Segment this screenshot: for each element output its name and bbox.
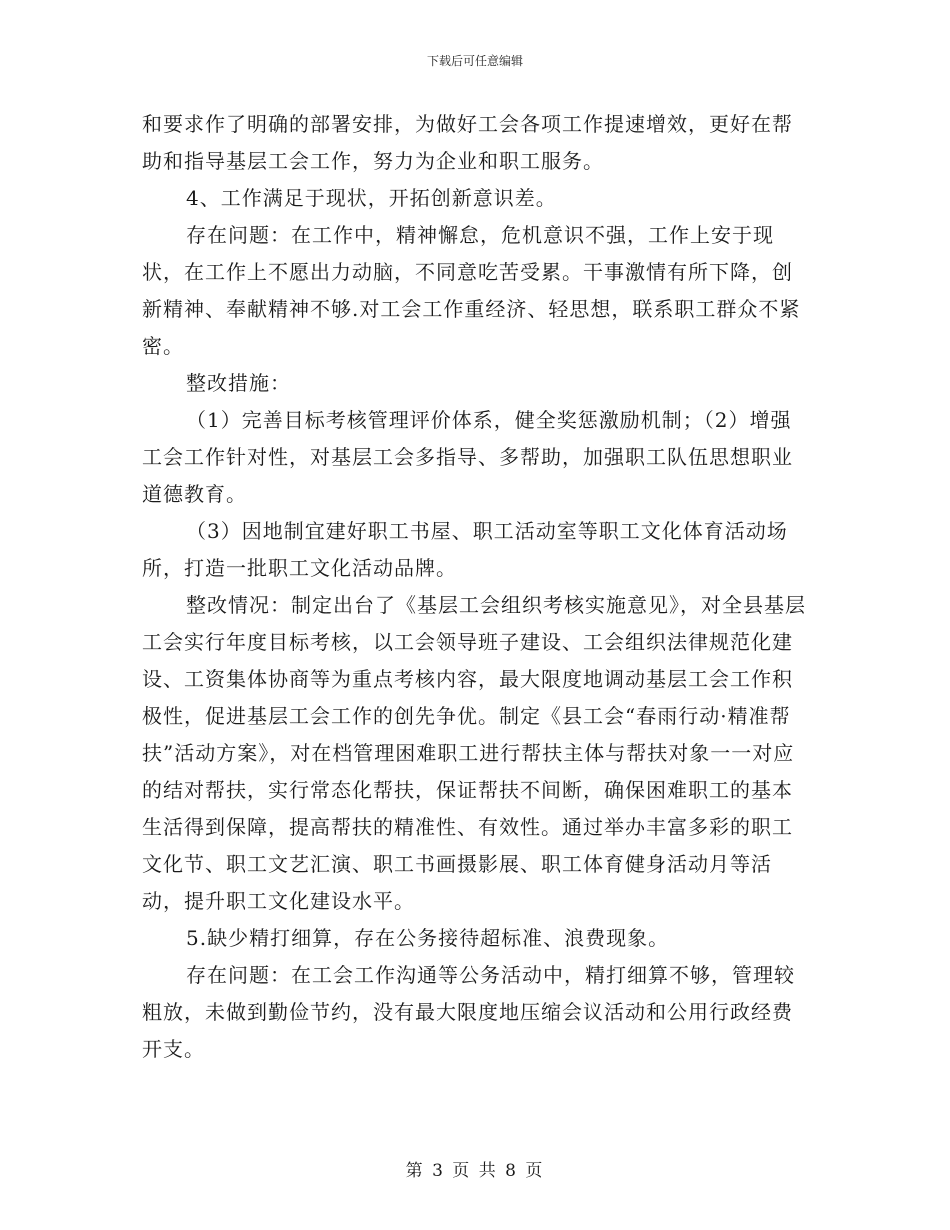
paragraph-8: 5.缺少精打细算，存在公务接待超标准、浪费现象。 — [186, 926, 670, 950]
paragraph-5: （1）完善目标考核管理评价体系，健全奖惩激励机制；（2）增强工会工作针对性，对基层工会多指导、多帮助，加强职工队伍思想职业道德教育。 — [142, 408, 793, 506]
paragraph-6: （3）因地制宜建好职工书屋、职工活动室等职工文化体育活动场所，打造一批职工文化活动品牌。 — [142, 519, 788, 580]
page-number: 第 3 页 共 8 页 — [405, 1161, 545, 1181]
paragraph-7: 整改情况：制定出台了《基层工会组织考核实施意见》，对全县基层工会实行年度目标考核，以工会领导班子建设、工会组织法律规范化建设、工资集体协商等为重点考核内容，最大限度地调动基层工会工作积极性，促进基层工会工作的创先争优。制定《县工会“春雨行动·精准帮扶”活动方案》，对在档管理困难职工进行帮扶主体与帮扶对象一一对应的结对帮扶，实行常态化帮扶，保证帮扶不间断，确保困难职工的基本生活得到保障，提高帮扶的精准性、有效性。通过举办丰富多彩的职工文化节、职工文艺汇演、职工书画摄影展、职工体育健身活动月等活动，提升职工文化建设水平。 — [142, 593, 806, 913]
paragraph-4: 整改措施： — [186, 371, 291, 395]
page-header-note: 下载后可任意编辑 — [426, 54, 523, 68]
document-body — [142, 106, 808, 1068]
paragraph-3: 存在问题：在工作中，精神懈怠，危机意识不强，工作上安于现状，在工作上不愿出力动脑，不同意吃苦受累。干事激情有所下降，创新精神、奉献精神不够.对工会工作重经济、轻思想，联系职工群众不紧密。 — [142, 223, 801, 358]
paragraph-9: 存在问题：在工会工作沟通等公务活动中，精打细算不够，管理较粗放，未做到勤俭节约，没有最大限度地压缩会议活动和公用行政经费开支。 — [142, 963, 795, 1061]
paragraph-2: 4、工作满足于现状，开拓创新意识差。 — [186, 186, 557, 210]
paragraph-1: 和要求作了明确的部署安排，为做好工会各项工作提速增效，更好在帮助和指导基层工会工作，努力为企业和职工服务。 — [142, 112, 793, 173]
